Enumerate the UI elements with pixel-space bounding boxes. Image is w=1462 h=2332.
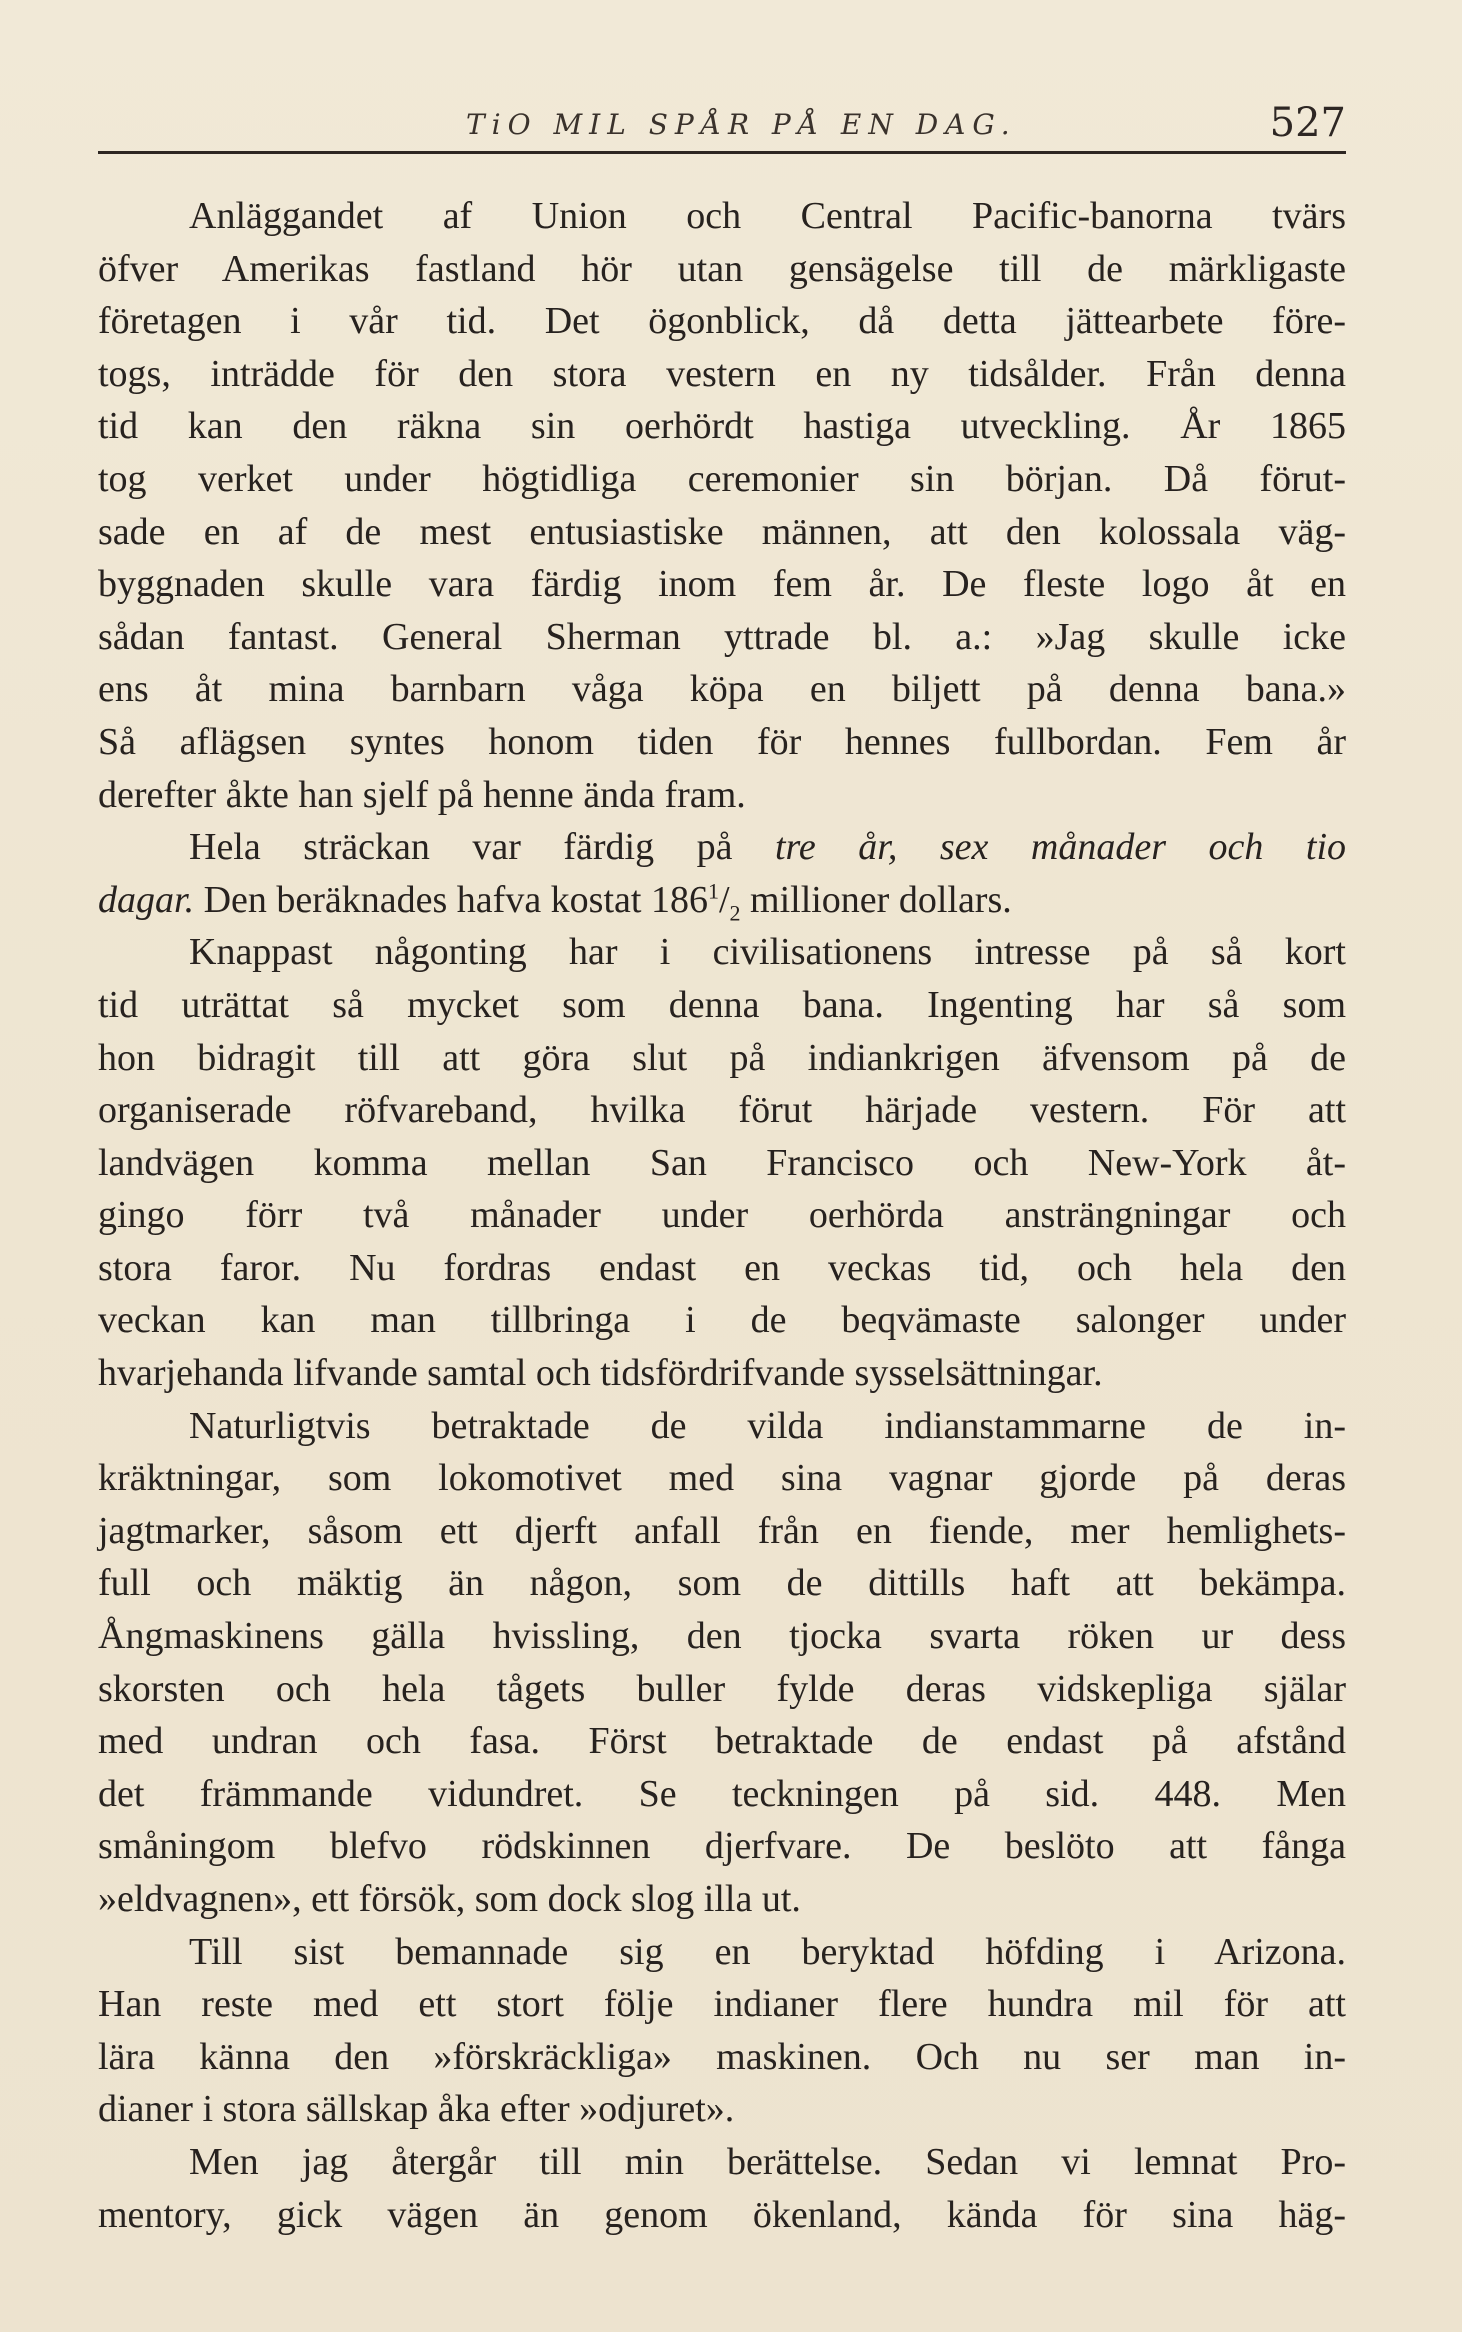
text-line: med undran och fasa. Först betraktade de endast på afstånd bbox=[98, 1720, 1346, 1763]
text-line: det främmande vidundret. Se teckningen på sid. 448. Men bbox=[98, 1772, 1346, 1815]
text-line: lära känna den »förskräckliga» maskinen. Och nu ser man in- bbox=[98, 2035, 1346, 2078]
text-line: mentory, gick vägen än genom ökenland, kända för sina häg- bbox=[98, 2193, 1346, 2236]
text-line: sade en af de mest entusiastiske männen, att den kolossala väg- bbox=[98, 510, 1346, 553]
text-line: Men jag återgår till min berättelse. Sedan vi lemnat Pro- bbox=[189, 2140, 1346, 2183]
text-line: dagar. Den beräknades hafva kostat $186^1/_2$ millioner dollars. bbox=[98, 878, 1012, 926]
text-line: sådan fantast. General Sherman yttrade bl. a.: »Jag skulle icke bbox=[98, 615, 1346, 658]
text-line: »eldvagnen», ett försök, som dock slog illa ut. bbox=[98, 1878, 801, 1920]
text-line: Han reste med ett stort följe indianer flere hundra mil för att bbox=[98, 1983, 1346, 2026]
text-line: Så aflägsen syntes honom tiden för hennes fullbordan. Fem år bbox=[98, 720, 1346, 763]
text-line: jagtmarker, såsom ett djerft anfall från en fiende, mer hemlighets- bbox=[98, 1509, 1346, 1552]
running-title: TiO MIL SPÅR PÅ EN DAG. bbox=[466, 108, 1017, 141]
text-line: landvägen komma mellan San Francisco och New-York åt- bbox=[98, 1141, 1346, 1184]
text-line: ens åt mina barnbarn våga köpa en biljett på denna bana.» bbox=[98, 668, 1346, 711]
text-line: småningom blefvo rödskinnen djerfvare. De beslöto att fånga bbox=[98, 1825, 1346, 1868]
text-line: Naturligtvis betraktade de vilda indianstammarne de in- bbox=[189, 1404, 1346, 1447]
text-line: tog verket under högtidliga ceremonier sin början. Då förut- bbox=[98, 457, 1346, 500]
text-line: Hela sträckan var färdig på tre år, sex månader och tio bbox=[189, 826, 1347, 869]
text-line: hvarjehanda lifvande samtal och tidsfördrifvande sysselsättningar. bbox=[98, 1352, 1103, 1395]
text-line: hon bidragit till att göra slut på indiankrigen äfvensom på de bbox=[98, 1036, 1346, 1079]
text-line: byggnaden skulle vara färdig inom fem år. De fleste logo åt en bbox=[98, 563, 1346, 606]
text-line: togs, inträdde för den stora vestern en ny tidsålder. Från denna bbox=[98, 352, 1346, 395]
page-header bbox=[98, 88, 1346, 158]
text-line: Till sist bemannade sig en beryktad höfding i Arizona. bbox=[189, 1930, 1346, 1973]
text-line: veckan kan man tillbringa i de beqvämaste salonger under bbox=[98, 1299, 1346, 1342]
text-line: gingo förr två månader under oerhörda ansträngningar och bbox=[98, 1194, 1346, 1237]
text-line: full och mäktig än någon, som de dittills haft att bekämpa. bbox=[98, 1562, 1346, 1605]
text-line: kräktningar, som lokomotivet med sina vagnar gjorde på deras bbox=[98, 1457, 1346, 1500]
text-line: derefter åkte han sjelf på henne ända fram. bbox=[98, 773, 746, 816]
body-text bbox=[98, 190, 1346, 2241]
text-line: Knappast någonting har i civilisationens intresse på så kort bbox=[189, 931, 1346, 974]
header-rule bbox=[98, 151, 1346, 154]
text-line: skorsten och hela tågets buller fylde deras vidskepliga själar bbox=[98, 1667, 1346, 1710]
text-line: tid kan den räkna sin oerhördt hastiga utveckling. År 1865 bbox=[98, 405, 1346, 448]
text-line: Anläggandet af Union och Central Pacific-banorna tvärs bbox=[189, 195, 1346, 237]
text-line: dianer i stora sällskap åka efter »odjuret». bbox=[98, 2088, 735, 2131]
text-line: stora faror. Nu fordras endast en veckas tid, och hela den bbox=[98, 1246, 1346, 1289]
page-number: 527 bbox=[1269, 100, 1346, 146]
text-line: öfver Amerikas fastland hör utan gensägelse till de märkligaste bbox=[98, 247, 1346, 290]
text-line: tid uträttat så mycket som denna bana. Ingenting har så som bbox=[98, 983, 1346, 1026]
text-line: Ångmaskinens gälla hvissling, den tjocka svarta röken ur dess bbox=[98, 1615, 1346, 1658]
text-line: organiserade röfvareband, hvilka förut härjade vestern. För att bbox=[98, 1089, 1346, 1132]
text-line: företagen i vår tid. Det ögonblick, då detta jättearbete före- bbox=[98, 300, 1346, 343]
